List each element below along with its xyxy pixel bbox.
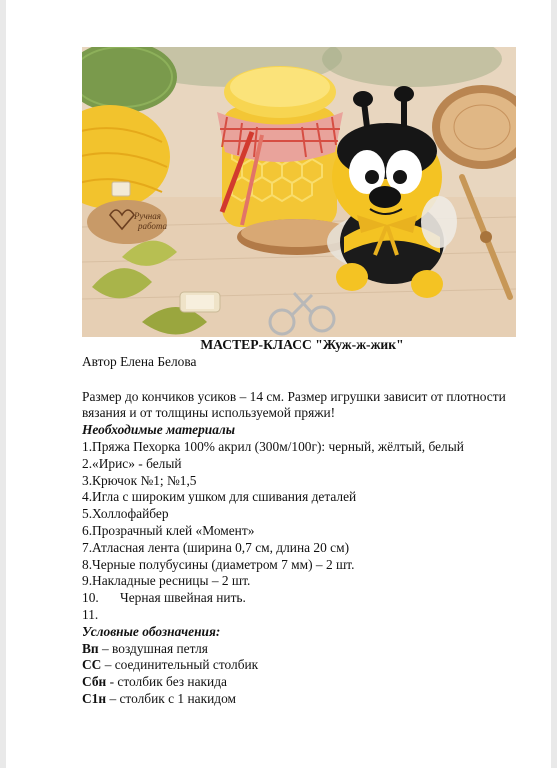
list-item: 7.Атласная лента (ширина 0,7 см, длина 20 см)	[82, 539, 350, 555]
list-item: 4.Игла с широким ушком для сшивания деталей	[82, 489, 357, 505]
list-item: Вп – воздушная петля	[82, 640, 208, 656]
author-line: Автор Елена Белова	[82, 353, 197, 369]
logo-badge-icon	[87, 200, 168, 244]
document-body	[82, 337, 522, 708]
page-edge-left	[0, 0, 6, 768]
list-item: 10. Черная швейная нить.	[82, 590, 246, 606]
svg-text:работа: работа	[138, 221, 168, 231]
list-item: 5.Холлофайбер	[82, 506, 169, 522]
materials-heading: Необходимые материалы	[82, 422, 236, 438]
list-item: 2.«Ирис» - белый	[82, 455, 182, 471]
list-item: 1.Пряжа Пехорка 100% акрил (300м/100г): черный, жёлтый, белый	[82, 438, 464, 454]
list-item: Сбн - столбик без накида	[82, 674, 227, 690]
intro-paragraph: Размер до кончиков усиков – 14 см. Размер игрушки зависит от плотности вязания и от толщины используемой пряжи!	[82, 388, 506, 421]
svg-text:Ручная: Ручная	[134, 211, 161, 221]
list-item: 6.Прозрачный клей «Момент»	[82, 522, 255, 538]
list-item: С1н – столбик с 1 накидом	[82, 690, 236, 706]
list-item: 11.	[82, 606, 99, 622]
list-item: 9.Накладные ресницы – 2 шт.	[82, 573, 251, 589]
symbols-heading: Условные обозначения:	[82, 623, 221, 639]
list-item: 8.Черные полубусины (диаметром 7 мм) – 2 шт.	[82, 556, 355, 572]
bee-toy-illustration	[82, 47, 516, 337]
cover-photo	[82, 47, 516, 337]
list-item: СС – соединительный столбик	[82, 657, 259, 673]
symbols-list	[82, 641, 522, 708]
page-edge-right	[551, 0, 557, 768]
document-title: МАСТЕР-КЛАСС "Жуж-ж-жик"	[200, 337, 404, 352]
list-item: 3.Крючок №1; №1,5	[82, 472, 197, 488]
materials-list	[82, 439, 522, 624]
